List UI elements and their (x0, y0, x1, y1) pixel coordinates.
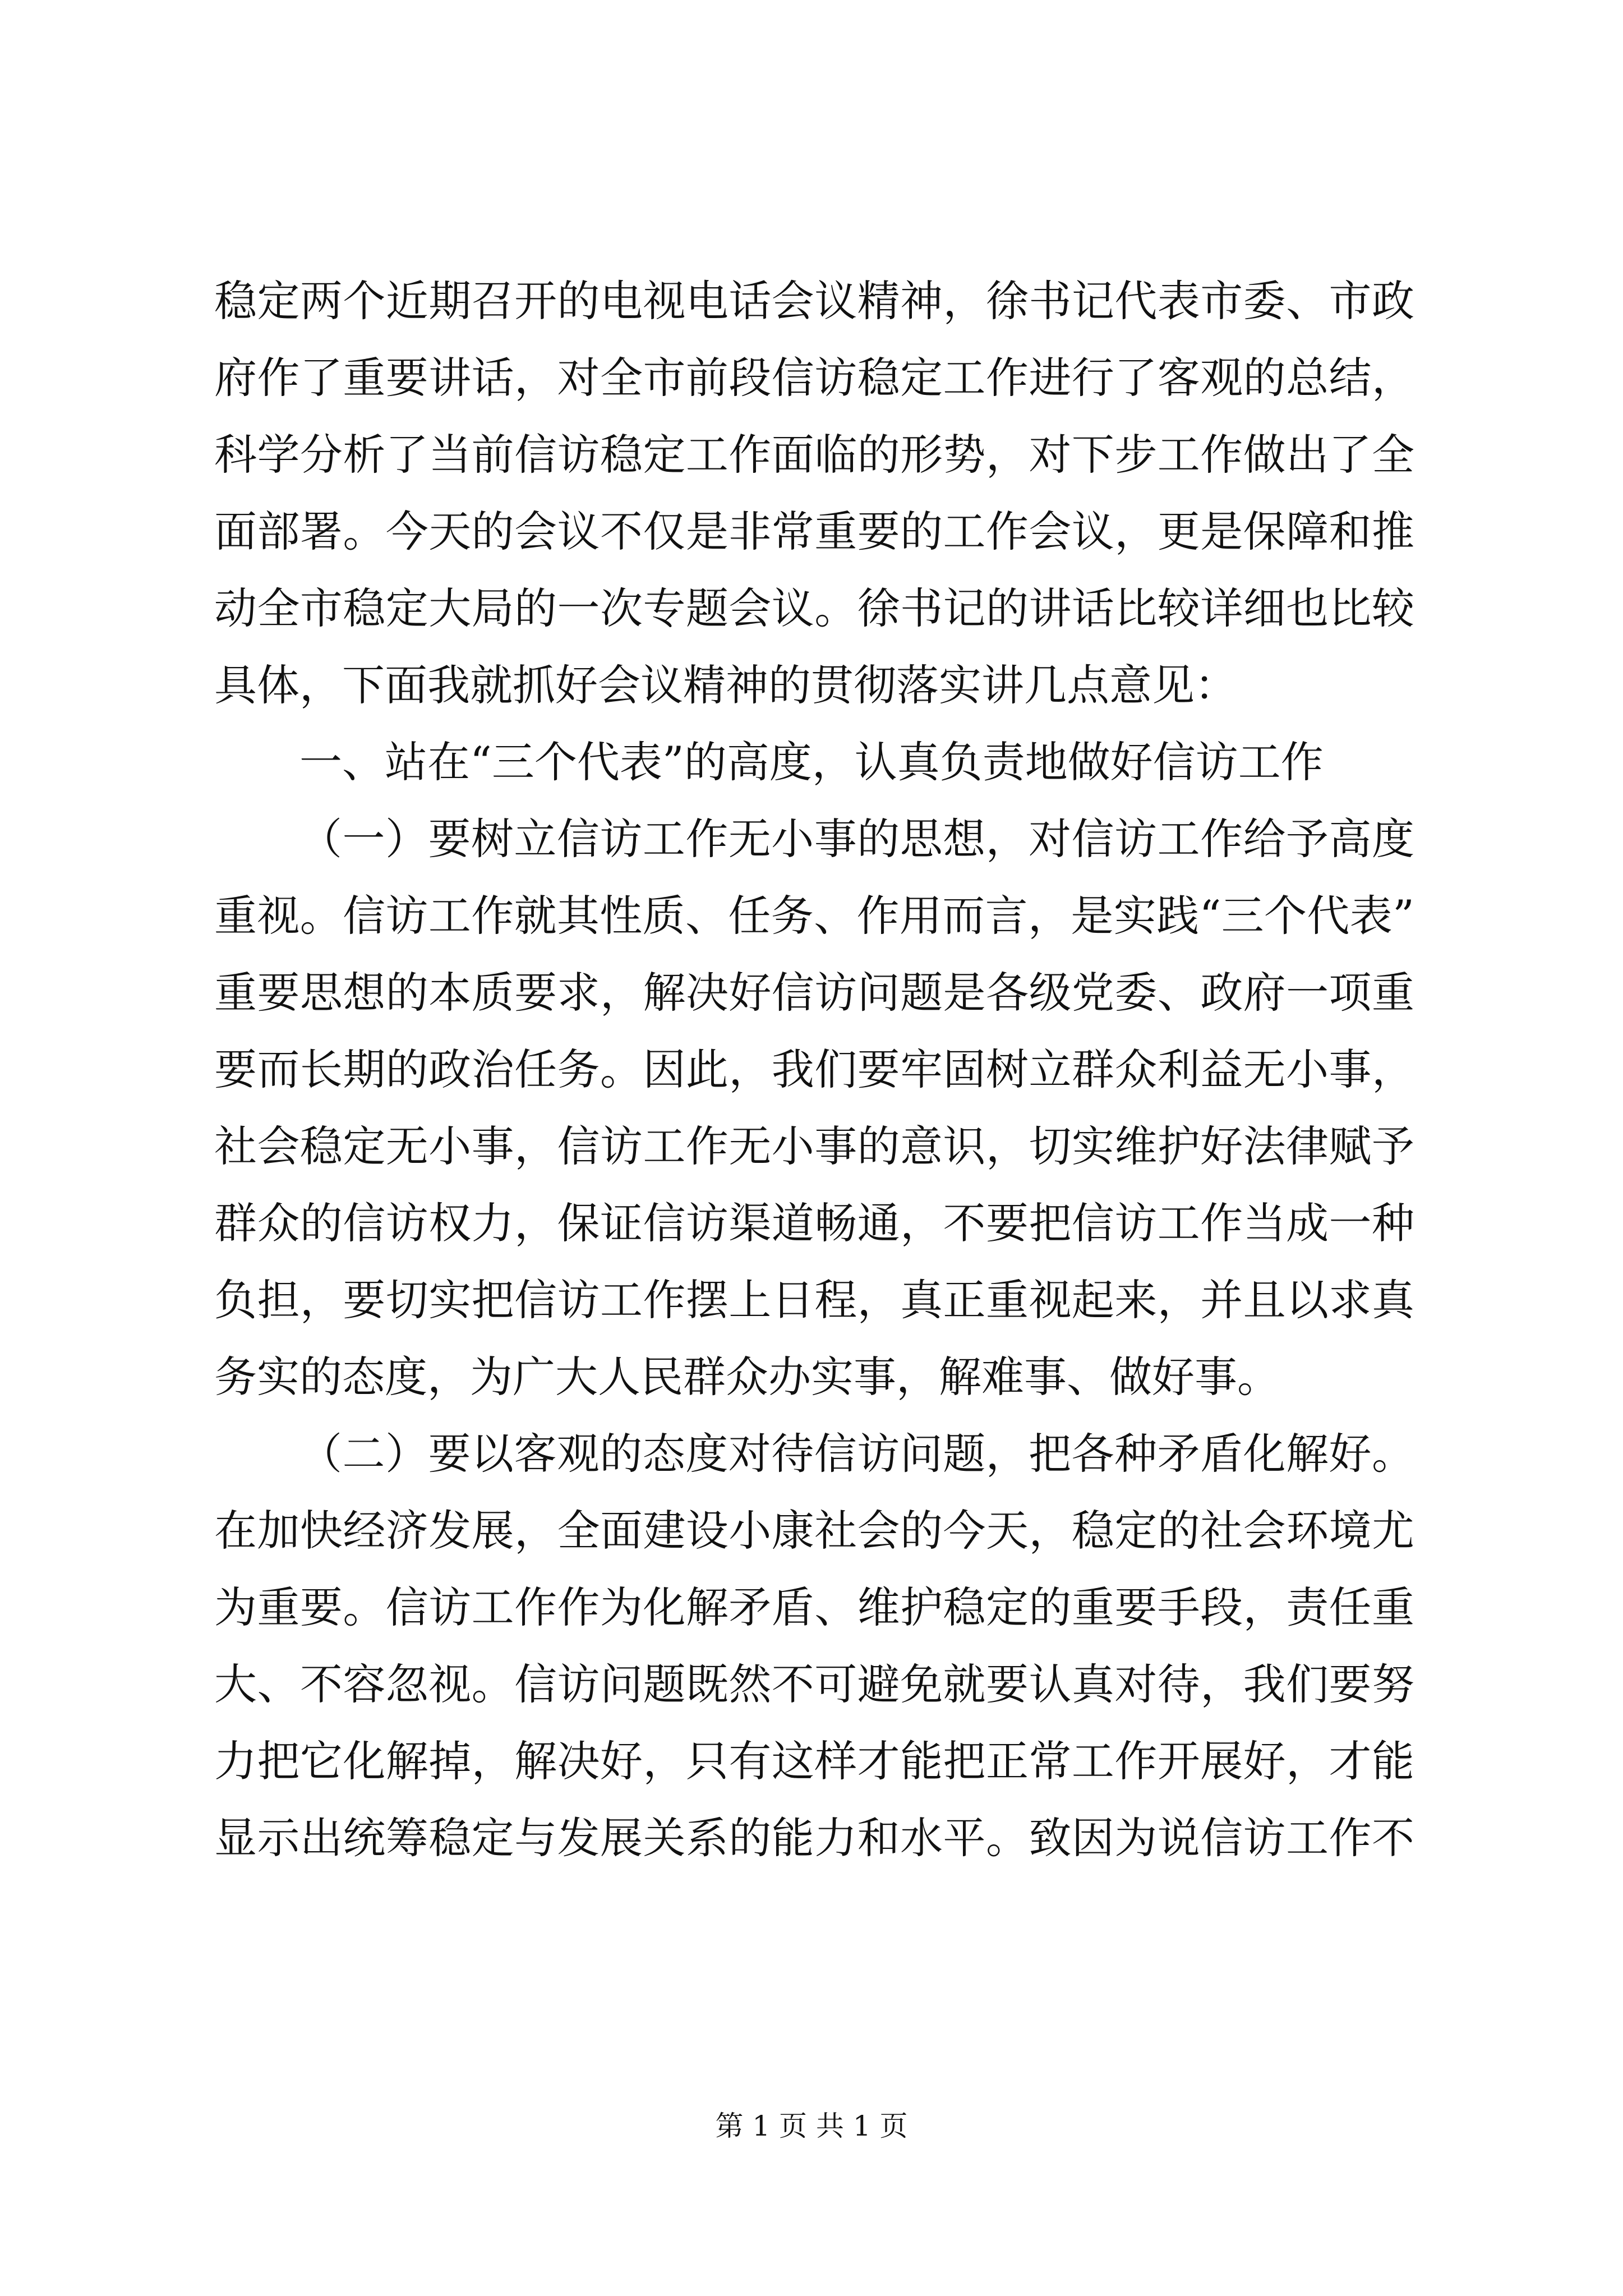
text-line: 群众的信访权力，保证信访渠道畅通，不要把信访工作当成一种 (214, 1198, 1414, 1248)
text-line: 要而长期的政治任务。因此，我们要牢固树立群众利益无小事， (214, 1045, 1414, 1094)
page-footer (0, 2104, 1623, 2144)
section-heading: 一、站在“三个代表”的高度，认真负责地做好信访工作 (299, 737, 1324, 787)
text-line: 科学分析了当前信访稳定工作面临的形势，对下步工作做出了全 (214, 430, 1414, 480)
text-line: 社会稳定无小事，信访工作无小事的意识，切实维护好法律赋予 (214, 1121, 1414, 1171)
text-line: 府作了重要讲话，对全市前段信访稳定工作进行了客观的总结， (214, 353, 1414, 403)
text-line: 重视。信访工作就其性质、任务、作用而言，是实践“三个代表” (214, 891, 1414, 941)
page-number-label: 第 1 页 共 1 页 (715, 2110, 908, 2142)
text-line: 力把它化解掉，解决好，只有这样才能把正常工作开展好，才能 (214, 1736, 1414, 1786)
text-line: 负担，要切实把信访工作摆上日程，真正重视起来，并且以求真 (214, 1275, 1414, 1325)
text-line: （一）要树立信访工作无小事的思想，对信访工作给予高度 (299, 814, 1414, 864)
paragraph-2 (214, 800, 1414, 1415)
text-line: 大、不容忽视。信访问题既然不可避免就要认真对待，我们要努 (214, 1659, 1414, 1709)
text-line: 面部署。今天的会议不仅是非常重要的工作会议，更是保障和推 (214, 507, 1414, 556)
text-line: （二）要以客观的态度对待信访问题，把各种矛盾化解好。 (299, 1429, 1414, 1479)
text-line: 在加快经济发展，全面建设小康社会的今天，稳定的社会环境尤 (214, 1506, 1414, 1556)
text-line: 为重要。信访工作作为化解矛盾、维护稳定的重要手段，责任重 (214, 1582, 1414, 1632)
text-line: 具体，下面我就抓好会议精神的贯彻落实讲几点意见： (214, 660, 1237, 710)
text-line: 务实的态度，为广大人民群众办实事，解难事、做好事。 (214, 1352, 1280, 1402)
text-line: 显示出统筹稳定与发展关系的能力和水平。致因为说信访工作不 (214, 1813, 1414, 1863)
text-line: 重要思想的本质要求，解决好信访问题是各级党委、政府一项重 (214, 968, 1414, 1018)
paragraph-3 (214, 1415, 1414, 1876)
text-line: 动全市稳定大局的一次专题会议。徐书记的讲话比较详细也比较 (214, 583, 1414, 633)
paragraph-1 (214, 263, 1414, 724)
document-body (214, 263, 1414, 1876)
text-line: 稳定两个近期召开的电视电话会议精神，徐书记代表市委、市政 (214, 276, 1414, 326)
